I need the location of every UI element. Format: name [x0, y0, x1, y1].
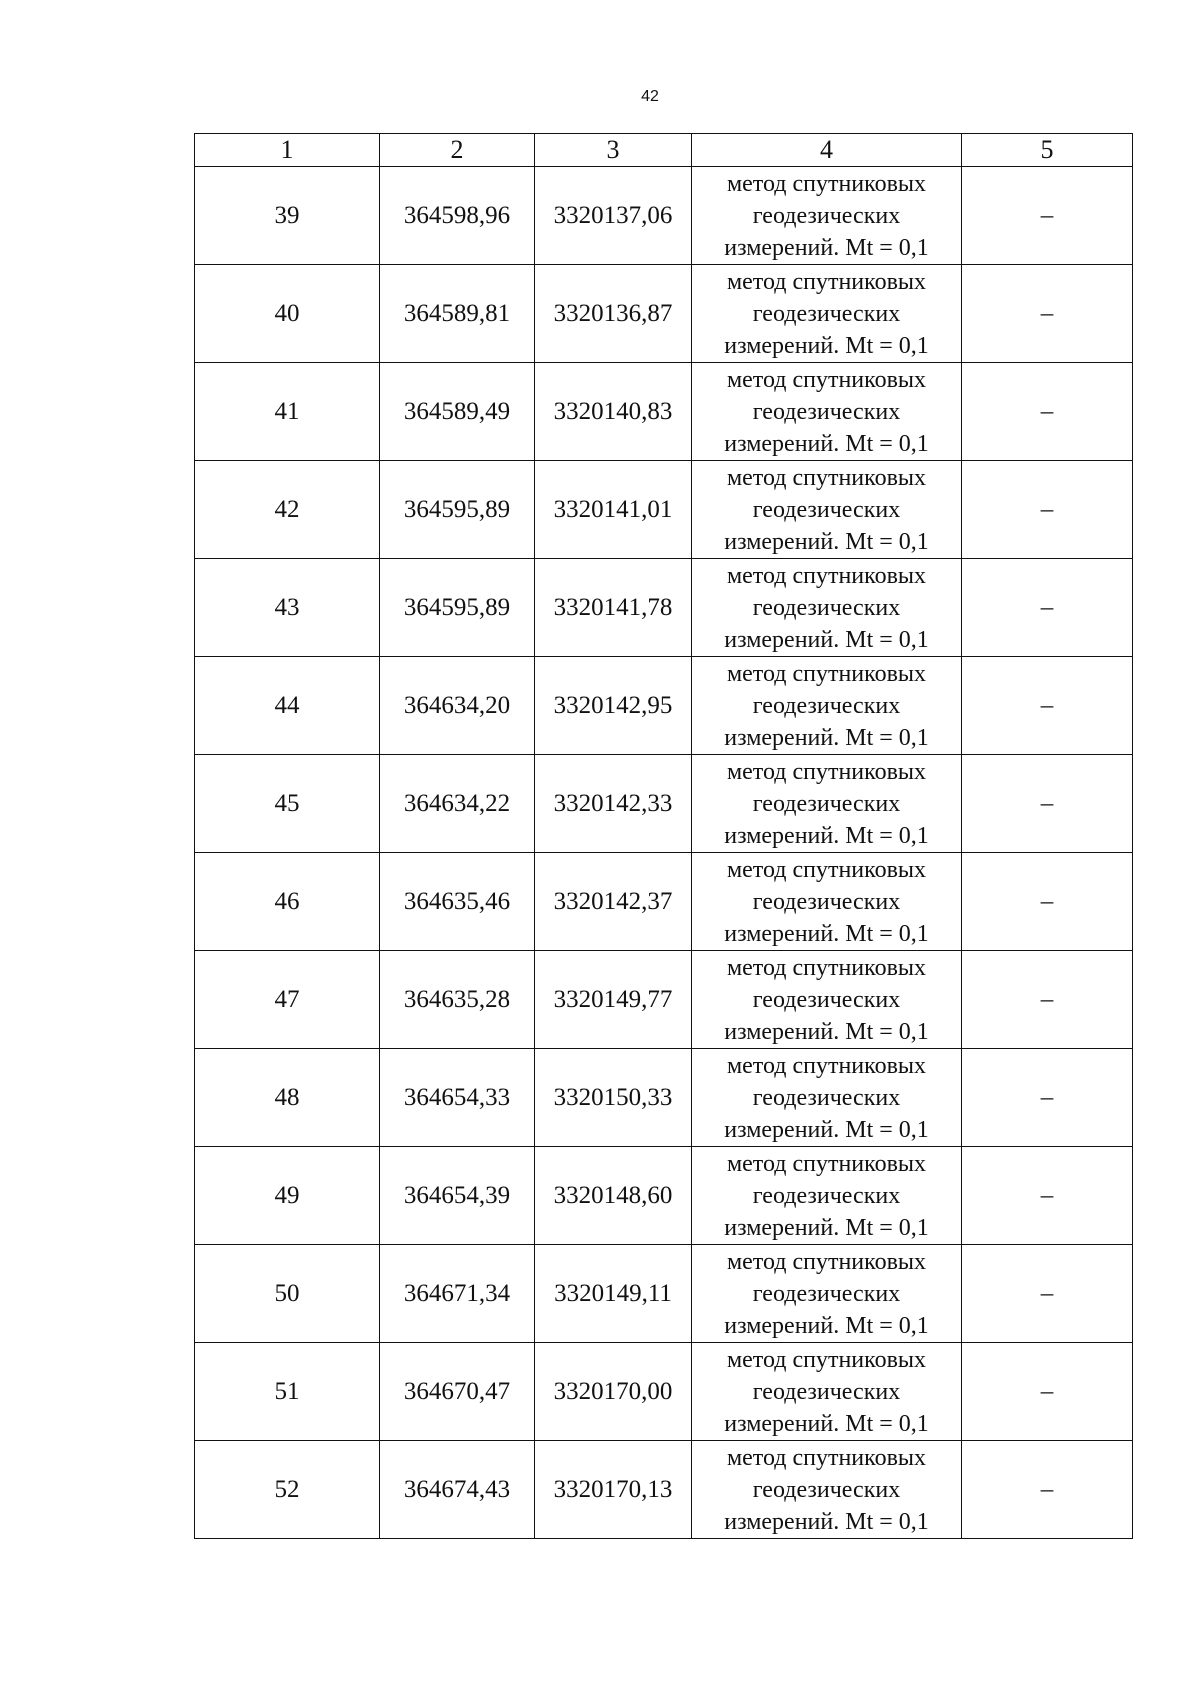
x-coordinate-cell: 364634,22	[380, 755, 535, 853]
note-cell: –	[962, 1049, 1133, 1147]
method-line: геодезических	[752, 1378, 901, 1405]
table-row	[195, 1343, 1133, 1441]
y-coordinate-cell: 3320142,95	[535, 657, 692, 755]
x-coordinate-cell: 364635,28	[380, 951, 535, 1049]
method-cell	[692, 951, 962, 1049]
x-coordinate-cell: 364670,47	[380, 1343, 535, 1441]
header-row	[195, 134, 1133, 167]
table-row	[195, 363, 1133, 461]
y-coordinate-cell: 3320141,78	[535, 559, 692, 657]
method-line: метод спутниковых	[726, 366, 927, 393]
y-coordinate-cell: 3320148,60	[535, 1147, 692, 1245]
method-line: измерений. Mt = 0,1	[724, 1312, 929, 1339]
table-row	[195, 265, 1133, 363]
note-cell: –	[962, 1147, 1133, 1245]
method-line: метод спутниковых	[726, 954, 927, 981]
header-col-1: 1	[195, 134, 380, 167]
method-line: геодезических	[752, 594, 901, 621]
method-line: геодезических	[752, 1084, 901, 1111]
method-cell	[692, 265, 962, 363]
y-coordinate-cell: 3320142,37	[535, 853, 692, 951]
y-coordinate-cell: 3320149,77	[535, 951, 692, 1049]
x-coordinate-cell: 364595,89	[380, 559, 535, 657]
method-line: измерений. Mt = 0,1	[724, 528, 929, 555]
method-line: измерений. Mt = 0,1	[724, 234, 929, 261]
method-line: измерений. Mt = 0,1	[724, 1018, 929, 1045]
table-row	[195, 1147, 1133, 1245]
coordinates-table	[194, 133, 1133, 1539]
table-row	[195, 461, 1133, 559]
method-line: метод спутниковых	[726, 268, 927, 295]
point-number-cell: 43	[195, 559, 380, 657]
method-line: метод спутниковых	[726, 856, 927, 883]
header-col-2: 2	[380, 134, 535, 167]
note-cell: –	[962, 1245, 1133, 1343]
y-coordinate-cell: 3320142,33	[535, 755, 692, 853]
y-coordinate-cell: 3320170,00	[535, 1343, 692, 1441]
note-cell: –	[962, 265, 1133, 363]
point-number-cell: 40	[195, 265, 380, 363]
note-cell: –	[962, 363, 1133, 461]
method-cell	[692, 1147, 962, 1245]
point-number-cell: 46	[195, 853, 380, 951]
y-coordinate-cell: 3320141,01	[535, 461, 692, 559]
method-line: геодезических	[752, 1476, 901, 1503]
method-line: геодезических	[752, 888, 901, 915]
method-line: геодезических	[752, 986, 901, 1013]
method-line: измерений. Mt = 0,1	[724, 332, 929, 359]
table-row	[195, 755, 1133, 853]
y-coordinate-cell: 3320140,83	[535, 363, 692, 461]
x-coordinate-cell: 364598,96	[380, 167, 535, 265]
method-cell	[692, 1049, 962, 1147]
method-cell	[692, 461, 962, 559]
note-cell: –	[962, 559, 1133, 657]
method-cell	[692, 853, 962, 951]
point-number-cell: 48	[195, 1049, 380, 1147]
method-line: измерений. Mt = 0,1	[724, 920, 929, 947]
method-line: измерений. Mt = 0,1	[724, 1410, 929, 1437]
method-line: геодезических	[752, 300, 901, 327]
point-number-cell: 49	[195, 1147, 380, 1245]
method-cell	[692, 1441, 962, 1539]
point-number-cell: 45	[195, 755, 380, 853]
method-line: геодезических	[752, 398, 901, 425]
page-number: 42	[641, 88, 659, 105]
point-number-cell: 47	[195, 951, 380, 1049]
method-line: измерений. Mt = 0,1	[724, 822, 929, 849]
y-coordinate-cell: 3320137,06	[535, 167, 692, 265]
note-cell: –	[962, 657, 1133, 755]
method-cell	[692, 1343, 962, 1441]
note-cell: –	[962, 853, 1133, 951]
x-coordinate-cell: 364589,49	[380, 363, 535, 461]
note-cell: –	[962, 167, 1133, 265]
table-row	[195, 657, 1133, 755]
method-line: метод спутниковых	[726, 464, 927, 491]
method-line: геодезических	[752, 790, 901, 817]
method-line: геодезических	[752, 496, 901, 523]
x-coordinate-cell: 364671,34	[380, 1245, 535, 1343]
point-number-cell: 50	[195, 1245, 380, 1343]
x-coordinate-cell: 364634,20	[380, 657, 535, 755]
table-row	[195, 559, 1133, 657]
method-line: метод спутниковых	[726, 1248, 927, 1275]
x-coordinate-cell: 364674,43	[380, 1441, 535, 1539]
method-line: метод спутниковых	[726, 1150, 927, 1177]
table-body	[195, 167, 1133, 1539]
x-coordinate-cell: 364635,46	[380, 853, 535, 951]
note-cell: –	[962, 1441, 1133, 1539]
method-line: метод спутниковых	[726, 170, 927, 197]
method-line: метод спутниковых	[726, 562, 927, 589]
point-number-cell: 51	[195, 1343, 380, 1441]
table-header	[195, 134, 1133, 167]
method-line: геодезических	[752, 1280, 901, 1307]
header-col-4: 4	[692, 134, 962, 167]
method-line: метод спутниковых	[726, 1052, 927, 1079]
method-line: метод спутниковых	[726, 1346, 927, 1373]
method-line: измерений. Mt = 0,1	[724, 1214, 929, 1241]
y-coordinate-cell: 3320149,11	[535, 1245, 692, 1343]
method-line: измерений. Mt = 0,1	[724, 430, 929, 457]
y-coordinate-cell: 3320170,13	[535, 1441, 692, 1539]
header-col-3: 3	[535, 134, 692, 167]
note-cell: –	[962, 1343, 1133, 1441]
point-number-cell: 41	[195, 363, 380, 461]
method-line: измерений. Mt = 0,1	[724, 626, 929, 653]
table-row	[195, 1245, 1133, 1343]
y-coordinate-cell: 3320150,33	[535, 1049, 692, 1147]
x-coordinate-cell: 364654,33	[380, 1049, 535, 1147]
x-coordinate-cell: 364654,39	[380, 1147, 535, 1245]
method-cell	[692, 167, 962, 265]
method-line: измерений. Mt = 0,1	[724, 1116, 929, 1143]
method-line: метод спутниковых	[726, 758, 927, 785]
method-line: измерений. Mt = 0,1	[724, 724, 929, 751]
point-number-cell: 44	[195, 657, 380, 755]
note-cell: –	[962, 951, 1133, 1049]
x-coordinate-cell: 364589,81	[380, 265, 535, 363]
method-cell	[692, 1245, 962, 1343]
point-number-cell: 52	[195, 1441, 380, 1539]
method-line: геодезических	[752, 202, 901, 229]
method-line: геодезических	[752, 692, 901, 719]
method-cell	[692, 559, 962, 657]
method-line: измерений. Mt = 0,1	[724, 1508, 929, 1535]
method-line: метод спутниковых	[726, 660, 927, 687]
point-number-cell: 42	[195, 461, 380, 559]
method-line: метод спутниковых	[726, 1444, 927, 1471]
header-col-5: 5	[962, 134, 1133, 167]
note-cell: –	[962, 755, 1133, 853]
table-row	[195, 1049, 1133, 1147]
method-cell	[692, 755, 962, 853]
x-coordinate-cell: 364595,89	[380, 461, 535, 559]
table-row	[195, 853, 1133, 951]
table-row	[195, 951, 1133, 1049]
table-row	[195, 167, 1133, 265]
method-cell	[692, 363, 962, 461]
method-line: геодезических	[752, 1182, 901, 1209]
note-cell: –	[962, 461, 1133, 559]
point-number-cell: 39	[195, 167, 380, 265]
method-cell	[692, 657, 962, 755]
table-row	[195, 1441, 1133, 1539]
y-coordinate-cell: 3320136,87	[535, 265, 692, 363]
